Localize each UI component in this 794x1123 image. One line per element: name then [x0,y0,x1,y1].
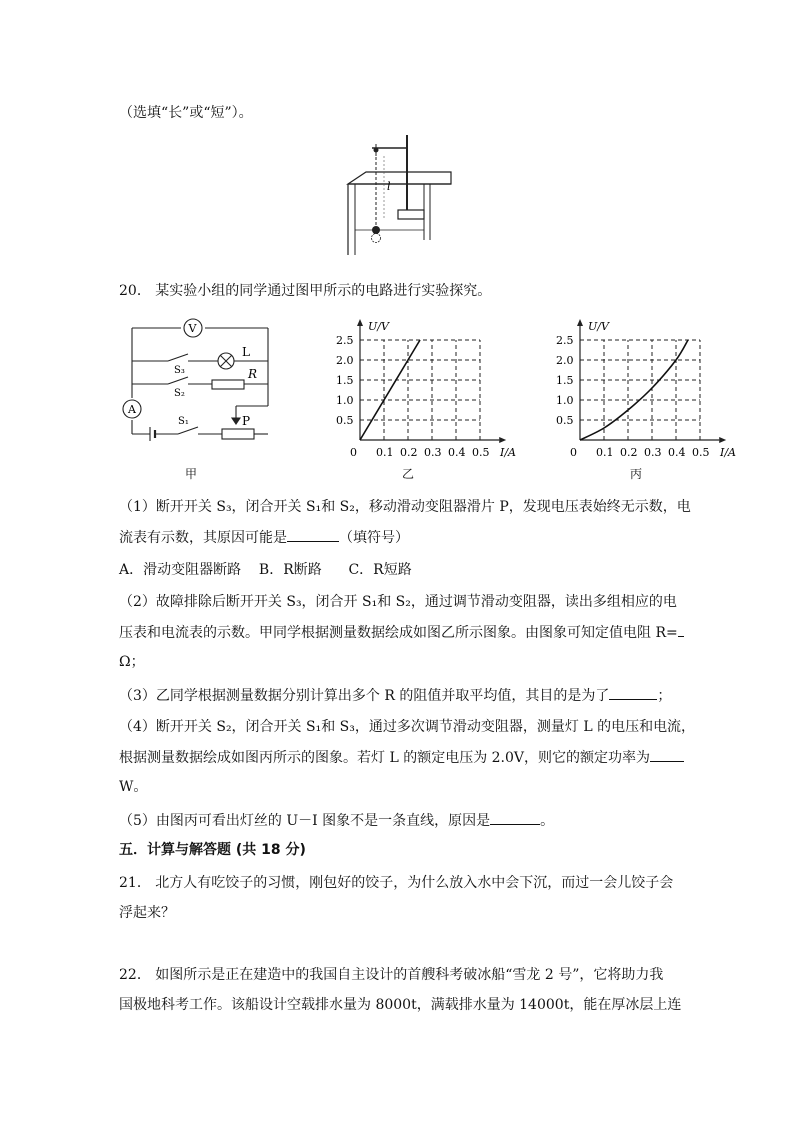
question-20: 20． 某实验小组的同学通过图甲所示的电路进行实验探究。 [119,283,492,299]
graph-yi-x-arrow [499,437,506,443]
circuit-diagram [118,318,276,448]
s1-label: S₁ [178,416,189,427]
caption-bing: 丙 [630,467,643,481]
graph-bing-ytick-label: 2.0 [556,354,574,367]
graph-yi-ytick-label: 0.5 [336,414,354,427]
graph-yi-xtick-label: 0.4 [448,446,466,459]
text-choose-long-short: （选填“长”或“短”）。 [119,105,253,121]
graph-bing-xtick-label: 0.3 [644,446,662,459]
graph-bing-y-arrow [577,319,583,326]
part-1-text: 流表有示数，其原因可能是 [119,530,287,546]
graph-yi-ylabel: U/V [368,320,389,333]
part-2-line-b [119,622,684,643]
graph-bing-series-line [580,340,688,440]
answer-blank-4[interactable] [650,747,684,762]
s2-label: S₂ [174,388,185,399]
graph-yi-xlabel: I/A [500,446,516,459]
graph-yi-xtick-label: 0.5 [472,446,490,459]
resistor-label: R [248,367,258,381]
part-5-text: （5）由图丙可看出灯丝的 U－I 图象不是一条直线，原因是 [119,813,491,829]
part-3-line [119,685,671,706]
question-21-line-a: 21． 北方人有吃饺子的习惯，刚包好的饺子，为什么放入水中会下沉，而过一会儿饺子会 [119,875,674,891]
graph-bing [540,312,740,462]
caption-jia: 甲 [185,467,198,481]
part-4-line-b [119,747,684,768]
graph-bing-ytick-label: 1.0 [556,394,574,407]
graph-bing-origin-label: 0 [570,446,577,459]
graph-yi-xtick-label: 0.2 [400,446,418,459]
graph-yi-xtick-label: 0.1 [376,446,394,459]
part-1-line-a: （1）断开开关 S₃，闭合开关 S₁和 S₂，移动滑动变阻器滑片 P，发现电压表始终无示数，电 [119,499,691,515]
part-4-line-a: （4）断开开关 S₂，闭合开关 S₁和 S₃，通过多次调节滑动变阻器，测量灯 L 的电压和电流， [119,719,696,735]
part-1-line-b [119,527,409,548]
answer-blank-5[interactable] [490,810,540,825]
answer-blank-1[interactable] [287,527,339,542]
slider-label: P [242,414,251,428]
answer-blank-2[interactable] [678,622,684,637]
graph-bing-ytick-label: 2.5 [556,334,574,347]
voltmeter-label: V [188,322,197,335]
graph-bing-x-arrow [719,437,726,443]
pendulum-figure [336,130,456,265]
graph-yi-y-arrow [357,319,363,326]
part-5-line [119,810,554,831]
question-21-line-b: 浮起来？ [119,905,175,921]
graph-bing-xlabel: I/A [720,446,736,459]
graph-yi [320,312,520,462]
graph-yi-ytick-label: 1.0 [336,394,354,407]
graph-yi-series-line [360,340,420,440]
answer-blank-3[interactable] [609,685,657,700]
graph-bing-ylabel: U/V [588,320,609,333]
graph-yi-ytick-label: 1.5 [336,374,354,387]
question-22-line-a: 22． 如图所示是正在建造中的我国自主设计的首艘科考破冰船“雪龙 2 号”，它将助力我 [119,967,664,983]
graph-yi-ytick-label: 2.0 [336,354,354,367]
part-1-suffix: （填符号） [339,530,409,546]
caption-yi: 乙 [402,467,415,481]
graph-bing-xtick-label: 0.2 [620,446,638,459]
pendulum-length-label: l [387,180,391,193]
graph-bing-xtick-label: 0.5 [692,446,710,459]
part-4-text: 根据测量数据绘成如图丙所示的图象。若灯 L 的额定电压为 2.0V，则它的额定功率为 [119,750,651,766]
options-line: A．滑动变阻器断路 B．R断路 C．R短路 [119,562,412,578]
graph-bing-ytick-label: 1.5 [556,374,574,387]
section-5-heading: 五．计算与解答题 (共 18 分) [119,842,306,858]
question-22-line-b: 国极地科考工作。该船设计空载排水量为 8000t，满载排水量为 14000t，能在厚冰层上连 [119,997,682,1013]
part-4-line-c: W。 [119,779,148,795]
part-2-text: 压表和电流表的示数。甲同学根据测量数据绘成如图乙所示图象。由图象可知定值电阻 R= [119,625,678,641]
graph-bing-ytick-label: 0.5 [556,414,574,427]
part-2-line-c: Ω； [119,654,145,670]
lamp-label: L [242,345,250,359]
s3-label: S₃ [174,365,185,376]
graph-yi-ytick-label: 2.5 [336,334,354,347]
graph-yi-xtick-label: 0.3 [424,446,442,459]
ammeter-label: A [128,403,136,416]
graph-bing-xtick-label: 0.1 [596,446,614,459]
part-5-suffix: 。 [540,813,555,829]
graph-yi-origin-label: 0 [350,446,357,459]
part-2-line-a: （2）故障排除后断开开关 S₃，闭合开 S₁和 S₂，通过调节滑动变阻器，读出多组相应的电 [119,594,677,610]
part-3-text: （3）乙同学根据测量数据分别计算出多个 R 的阻值并取平均值，其目的是为了 [119,688,610,704]
graph-bing-xtick-label: 0.4 [668,446,686,459]
part-3-suffix: ； [657,688,672,704]
